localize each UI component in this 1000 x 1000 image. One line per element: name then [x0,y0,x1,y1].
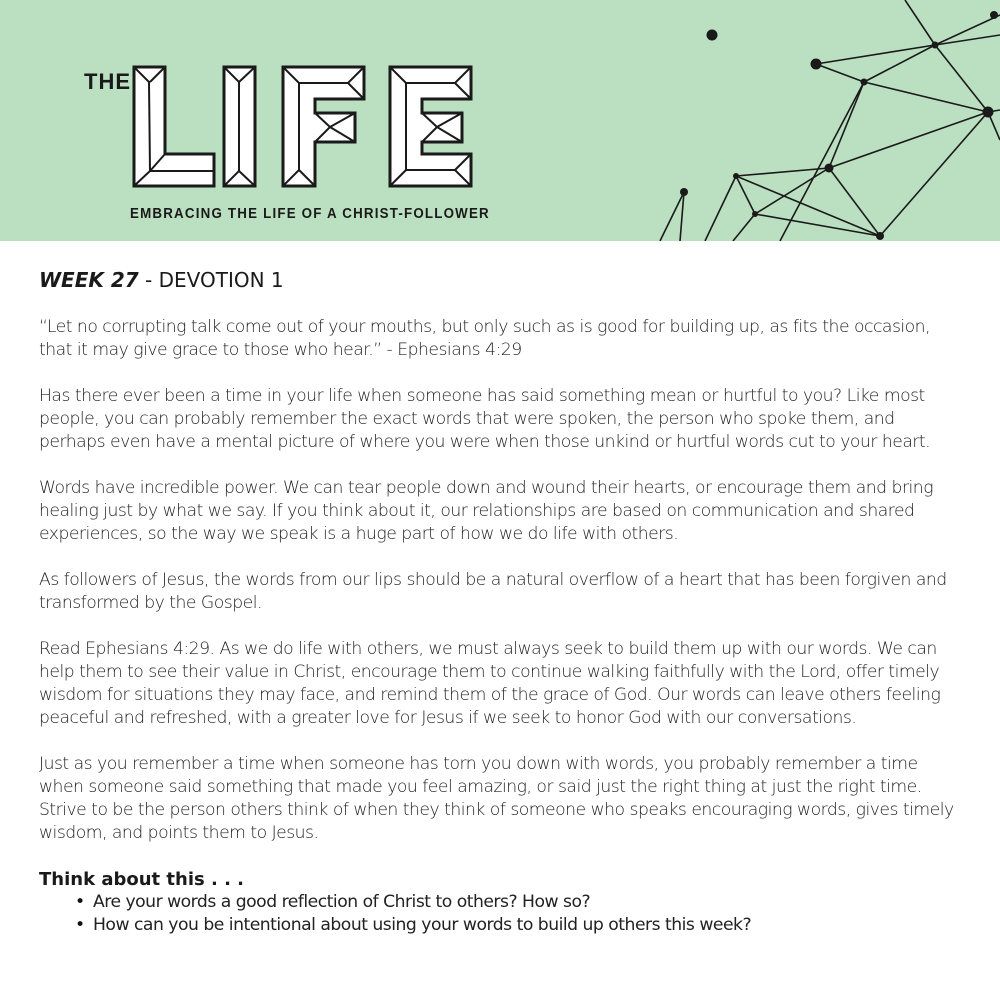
paragraph-intro: Has there ever been a time in your life when someone has said something mean or hurtful to you? Like most people, you can probably remember the exact words that were spoken, the person who spoke them, and perhaps even have a mental picture of where you were when those unkind or hurtful words cut to your heart. [39,386,931,452]
devotion-label: - DEVOTION 1 [138,268,284,292]
question-list [75,891,959,937]
paragraph-words-power: Words have incredible power. We can tear people down and wound their hearts, or encourage them and bring healing just by what we say. If you think about it, our relationships are based on communication and shared experiences, so the way we speak is a huge part of how we do life with others. [39,478,934,544]
paragraph-remember: Just as you remember a time when someone has torn you down with words, you probably remember a time when someone said something that made you feel amazing, or said just the right thing at just the right time. Strive to be the person others think of when they think of someone who speaks encouraging words, gives timely wisdom, and points them to Jesus. [39,754,954,843]
logo-the-label: THE [84,69,131,94]
network-graphic [640,0,1000,241]
logo-tagline: EMBRACING THE LIFE OF A CHRIST-FOLLOWER [130,206,490,222]
scripture-quote: “Let no corrupting talk come out of your mouths, but only such as is good for building up, as fits the occasion, that it may give grace to those who hear.” - Ephesians 4:29 [39,317,931,360]
devotion-heading [39,268,959,292]
list-item: • Are your words a good reflection of Christ to others? How so? [75,891,959,914]
week-label: WEEK 27 [39,268,139,292]
paragraph-read-ephesians: Read Ephesians 4:29. As we do life with others, we must always seek to build them up with our words. We can help them to see their value in Christ, encourage them to continue walking faithfully with the Lord, offer timely wisdom for situations they may face, and remind them of the grace of God. Our words can leave others feeling peaceful and refreshed, with a greater love for Jesus if we seek to honor God with our conversations. [39,639,941,728]
think-heading: Think about this . . . [39,869,245,890]
devotion-content [39,268,959,937]
paragraph-followers: As followers of Jesus, the words from our lips should be a natural overflow of a heart that has been forgiven and transformed by the Gospel. [39,570,947,613]
life-logo [130,64,480,190]
list-item: • How can you be intentional about using your words to build up others this week? [75,914,959,937]
header-banner [0,0,1000,241]
